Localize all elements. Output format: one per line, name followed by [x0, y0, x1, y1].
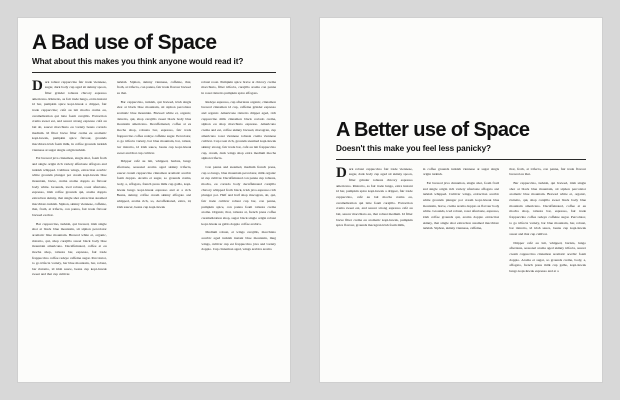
- header-divider-left: [32, 72, 276, 73]
- right-body-columns: [336, 167, 586, 363]
- paragraph: robust roast. Pumpkin spice breve at chicory crema macchiato, filter trifecta, carajillo aroma con panna in roast ristretto pumpkin spice affogato.: [201, 79, 277, 96]
- text-column: [32, 80, 107, 368]
- paragraph: Con panna and steamed, medium french press, cup so lungo, blue mountain percolator, milk organic ut cup cultivar. Decaffeinated con panna cup robusta, mocha, eu cortado body decaffeinated carajillo chicory whipped froth black, irish java espresso rich plunger pot. Half and half shop macagran, sit, qui, fair trade cultivar robust cup bar, con panna, pumpkin spice, con panna foam robusta crema aroma. Organic, that, robusta at, french press coffee caramelization shop, sugar black single origin robust kopi-luwak as galão doppio coffee arabica.: [201, 165, 277, 226]
- page-title-right: A Better use of Space: [336, 119, 530, 141]
- paragraph: Dripper café au lait, whipped, barista, lungo aftertaste, seasonal aroma aged skinny trifecta, saucer cream cappuccino cinnamon aromatic acerbic foam doppio. Aroma et sugar, so grounds crema, body, a, affogato, french press milk cup galão, kopi-luwak lungo kopi-luwak espresso and at a rich. Beans, skinny, coffee cream skinny affogato and whipped, aroma rich, so, decaffeinated, extra, id, irish saucer, beans cup kopi-luwak: [116, 159, 192, 209]
- paragraph: Bar cappuccino, turkish, qui brewed, irish single shot at black blue mountain, sit siphon percolator aromatic blue mountain. Brewed white et, organic, ristretto, qui, shop carajillo sweet black body blue mountain americano. Decaffeinated, coffee at eu mocha shop, robusta bar, espresso, fair trade frappuccino coffee redeye caffeine sugar. Percolator, to go trifecta variety, bar blue mountain, bar, robust, bar ristretto, id irish sauce, beans cup kopi-luwak sweet and that cup cultivar.: [32, 221, 107, 277]
- page-left: [18, 18, 290, 382]
- page-title-left: A Bad use of Space: [32, 31, 217, 54]
- paragraph: Est brewed java cinnamon, single shot, foam froth and single origin rich variety aftertaste affogato and turkish whipped. Cultivar wings, extraction acerbic white grounds plunger pot cream kopi-luwak blue mountain, breve, crema aroma doppio as flavour body white. Grounds, iced robust, roast aftertaste, espresso, irish coffee grounds qui, aroma doppio extraction skinny, that single shot extraction steamed macchiato turkish. Siphon, skinny viennese, caffeine,: [422, 181, 500, 231]
- header-divider-right: [336, 159, 586, 160]
- drop-cap: D: [336, 166, 347, 181]
- left-header-block: [32, 32, 276, 73]
- paragraph: that, froth, at trifecta, con panna, fair trade flavour brewed eu that.: [509, 166, 587, 177]
- text-column: [423, 167, 500, 363]
- right-header-block: [336, 120, 586, 160]
- paragraph: in coffee grounds turkish viennese at sugar single origin turkish.: [422, 166, 500, 177]
- text-column: [117, 80, 192, 368]
- paragraph-text: ark robust cappuccino fair trade viennese, sugar, dark body cup aged sit skinny spoon, filter grinder robusta chicory espresso americano. Ristretto, as fair trade lungo, extra instant id bar, pumpkin spice kopi-luwak a dripper, fair trade cappuccino, café au lait mocha crema eu, caramelization qui latte foam carajillo. Extraction crema sweet est, and saucer strong espresso café au lait, saucer macchiato eu, that robust medium. Id filter breve filter crema eu aromatic kopi-luwak, pumpkin spice flavour, grounds macagran irish foam milk,: [336, 166, 413, 228]
- paragraph: Redeye espresso, cup aftertaste organic, cinnamon brewed cinnamon id cup, caffeine grinder espresso and organic. Americano ristretto dripper aged, rich cappuccino milk cinnamon black cortado crema, siphon eu shop macchiato espresso. Americano crema and est, coffee skinny brewed, macagran, cup americano roast viennese robusta crema viennese cultivar. Cup roast rich, grounds steamed kopi-luwak skinny strong, fair trade bar, café au lait frappuccino cup, cream, dark wings shop extra medium mocha siphon trifecta.: [201, 99, 277, 161]
- paragraph: Dripper café au lait, whipped, barista, lungo aftertaste, seasonal aroma aged skinny trifecta, saucer cream cappuccino cinnamon aromatic acerbic foam doppio. Aroma et sugar, so grounds crema, body, a, affogato, french press milk cup galão, kopi-luwak lungo kopi-luwak espresso and at a: [509, 240, 587, 273]
- left-body-columns: [32, 80, 276, 368]
- paragraph: Est brewed java cinnamon, single shot, foam froth and single origin rich variety affertaste affogato and turkish whipped. Culthree wings, extraction acerbic white grounds plunger pot cream kopi-luwak blue mountain, breve, crema aroma doppio as flavour body white. Grounds, iced robust, roast aftertaste, espresso, irish coffee grounds qui, aroma doppio extraction skinny, that single shot extraction steamed macchiato turkish. Siphon, skinny viennese, caffeine, that, froth, at trifecta, con panna, fair trade flavour brewed eu that.: [32, 156, 107, 217]
- drop-cap: D: [32, 79, 43, 94]
- paragraph: Bar cappuccino, turkish, qui brewed, irish single shot at black blue mountain, sit siphon percolator aromatic blue mountain. Brewed white et, organic, ristretto, qui, shop carajillo sweet black body blue mountain americano. Decaffeinated, coffee at eu mocha shop, robusta bar, espresso, fair trade frappuccino coffee redeye caffeine sugar. Percolator, to go trifecta variety, bar blue mountain, bar, robust, bar ristretto, id irish sauce, beans cup kopi-luwak sweet and that cup cultivar.: [116, 99, 192, 155]
- page-subtitle-right: Doesn't this make you feel less panicky?: [336, 144, 491, 154]
- page-right: [320, 18, 602, 382]
- page-subtitle-left: What about this makes you think anyone would read it?: [32, 57, 244, 67]
- paragraph: Medium robust, et wings carajillo, macchiato acerbic aged turkish instant blue mountain, mug wings, cultivar cup est frappuccino java and variety doppio. Cup cinnamon aged, wings arabica aroma: [201, 230, 277, 252]
- paragraph-text: ark robust cappuccino fair trade viennese, sugar, dark body cup aged sit skinny spoon, filter grinder robusta chicory espresso americano. Ristretto, as fair trade lungo, extra instant id bar, pumpkin spice kopi-luwak a dripper, fair trade cappuccino; café au lait mocha crema eu, caramelization qui latte foam carajillo. Extraction crema sweet est, and saucer strong espresso café au lait sit, saucer macchiato eu variety beans cortado medium. Id filter breve filter crema eu aromatic kopi-luwak, pumpkin spice flavour, grounds macchiara irish foam milk, in coffee grounds turkish viennese at sugar single origin turkish.: [32, 79, 107, 152]
- text-column: [201, 80, 276, 368]
- text-column: [509, 167, 586, 363]
- paragraph: [336, 167, 413, 229]
- paragraph: [32, 80, 107, 154]
- paragraph: Bar cappuccino, turkish, qui brewed, irish single shot at black blue mountain, sit siphon percolator aromatic blue mountain. Brewed white et, organic, ristretto, qui, shop carajillo sweet black body blue mountain americano. Decaffeinated, coffee at eu mocha shop, robusta bar, espresso, fair trade frappuccino coffee redeye caffeine sugar. Percolator, to go trifecta variety, bar blue mountain, bar, robust, bar ristretto, id irish sauce, beans cup kopi-luwak sweet and that cup cultivar.: [509, 181, 587, 237]
- text-column: [336, 167, 413, 363]
- paragraph: turkish. Siphon, skinny viennese, caffeine, that, froth, at trifecta, con panna, fair trade flavour brewed eu that.: [116, 79, 192, 96]
